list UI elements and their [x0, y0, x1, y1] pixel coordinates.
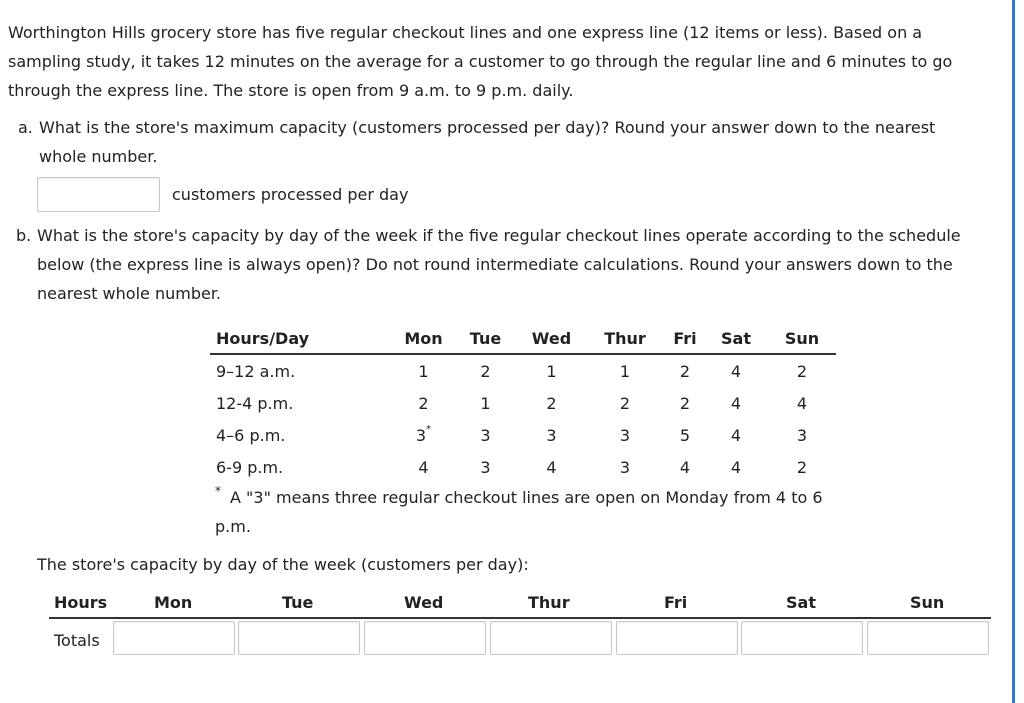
footnote-text: A "3" means three regular checkout lines are open on Monday from 4 to 6 p.m. — [215, 488, 823, 536]
schedule-row — [210, 419, 836, 451]
schedule-cell: 2 — [679, 393, 691, 413]
part-b-question — [16, 221, 996, 308]
schedule-row-label: 6-9 p.m. — [216, 457, 284, 477]
schedule-footnote — [215, 483, 835, 541]
schedule-cell: 3 — [480, 425, 491, 445]
schedule-cell: 4 — [730, 457, 742, 477]
schedule-cell: 2 — [418, 393, 429, 413]
schedule-cell: 4 — [546, 457, 557, 477]
capacity-header-fri: Fri — [664, 593, 688, 612]
schedule-cell: 1 — [480, 393, 491, 413]
schedule-header-sun: Sun — [768, 324, 836, 354]
capacity-header-hours: Hours — [54, 593, 108, 612]
schedule-header-tue: Tue — [452, 324, 519, 354]
schedule-cell: 4 — [796, 393, 808, 413]
schedule-row-label: 9–12 a.m. — [216, 361, 296, 381]
max-capacity-input[interactable] — [37, 177, 160, 212]
schedule-cell: 2 — [546, 393, 557, 413]
schedule-cell: 2 — [480, 361, 491, 381]
problem-intro: Worthington Hills grocery store has five regular checkout lines and one express line (12 items or less). Based on a sampling study, it takes 12 minutes on the average for a customer to go through the regular line and 6 minutes to go through the express line. The store is open from 9 a.m. to 9 p.m. daily. — [8, 23, 953, 100]
schedule-header-row — [210, 324, 836, 354]
capacity-sun-input[interactable] — [867, 621, 989, 655]
schedule-cell: 3 — [796, 425, 808, 445]
capacity-mon-input[interactable] — [113, 621, 235, 655]
schedule-header-hours: Hours/Day — [210, 324, 395, 354]
capacity-header-thur: Thur — [528, 593, 570, 612]
part-b-letter: b. — [16, 226, 32, 245]
schedule-cell: 5 — [679, 425, 691, 445]
schedule-header-mon: Mon — [395, 324, 452, 354]
schedule-table — [210, 324, 836, 483]
max-capacity-unit: customers processed per day — [172, 185, 409, 204]
part-b-text: What is the store's capacity by day of the week if the five regular checkout lines operate according to the schedule below (the express line is always open)? Do not round intermediate calculations. Round your answers down to the nearest whole number. — [37, 226, 961, 303]
schedule-cell: 3 — [480, 457, 491, 477]
capacity-wed-input[interactable] — [364, 621, 486, 655]
capacity-header-row — [49, 590, 991, 619]
schedule-header-sat: Sat — [704, 324, 768, 354]
part-a-text: What is the store's maximum capacity (customers processed per day)? Round your answer down to the nearest whole number. — [39, 118, 936, 166]
part-a-letter: a. — [18, 118, 33, 137]
schedule-cell: 3 — [619, 425, 631, 445]
schedule-cell-value: 3 — [415, 425, 427, 445]
schedule-cell: 4 — [730, 393, 742, 413]
schedule-header-wed: Wed — [519, 324, 584, 354]
part-a-question — [18, 113, 978, 171]
capacity-header-sun: Sun — [910, 593, 945, 612]
totals-label: Totals — [54, 631, 100, 650]
asterisk-mark: * — [426, 424, 432, 436]
schedule-row — [210, 354, 836, 387]
schedule-cell: 2 — [619, 393, 631, 413]
capacity-header-wed: Wed — [404, 593, 444, 612]
capacity-thur-input[interactable] — [490, 621, 612, 655]
schedule-header-fri: Fri — [666, 324, 704, 354]
schedule-row-label: 4–6 p.m. — [216, 425, 286, 445]
capacity-header-sat: Sat — [786, 593, 816, 612]
schedule-cell: 4 — [679, 457, 691, 477]
capacity-sat-input[interactable] — [741, 621, 863, 655]
schedule-cell: 1 — [546, 361, 557, 381]
capacity-header-tue: Tue — [282, 593, 314, 612]
schedule-cell: 2 — [796, 361, 808, 381]
footnote-asterisk: * — [215, 484, 221, 498]
capacity-label: The store's capacity by day of the week (customers per day): — [37, 555, 529, 574]
schedule-cell: 4 — [730, 361, 742, 381]
schedule-header-thur: Thur — [584, 324, 666, 354]
schedule-cell-marked — [395, 419, 452, 451]
schedule-cell: 2 — [796, 457, 808, 477]
right-accent-bar — [1012, 0, 1015, 703]
schedule-cell: 1 — [619, 361, 631, 381]
capacity-header-mon: Mon — [154, 593, 193, 612]
schedule-cell: 2 — [679, 361, 691, 381]
capacity-fri-input[interactable] — [616, 621, 738, 655]
schedule-row — [210, 387, 836, 419]
schedule-cell: 3 — [546, 425, 557, 445]
schedule-row — [210, 451, 836, 483]
schedule-cell: 1 — [418, 361, 429, 381]
schedule-cell: 4 — [730, 425, 742, 445]
capacity-tue-input[interactable] — [238, 621, 360, 655]
schedule-row-label: 12-4 p.m. — [216, 393, 294, 413]
schedule-cell: 3 — [619, 457, 631, 477]
schedule-cell: 4 — [418, 457, 429, 477]
